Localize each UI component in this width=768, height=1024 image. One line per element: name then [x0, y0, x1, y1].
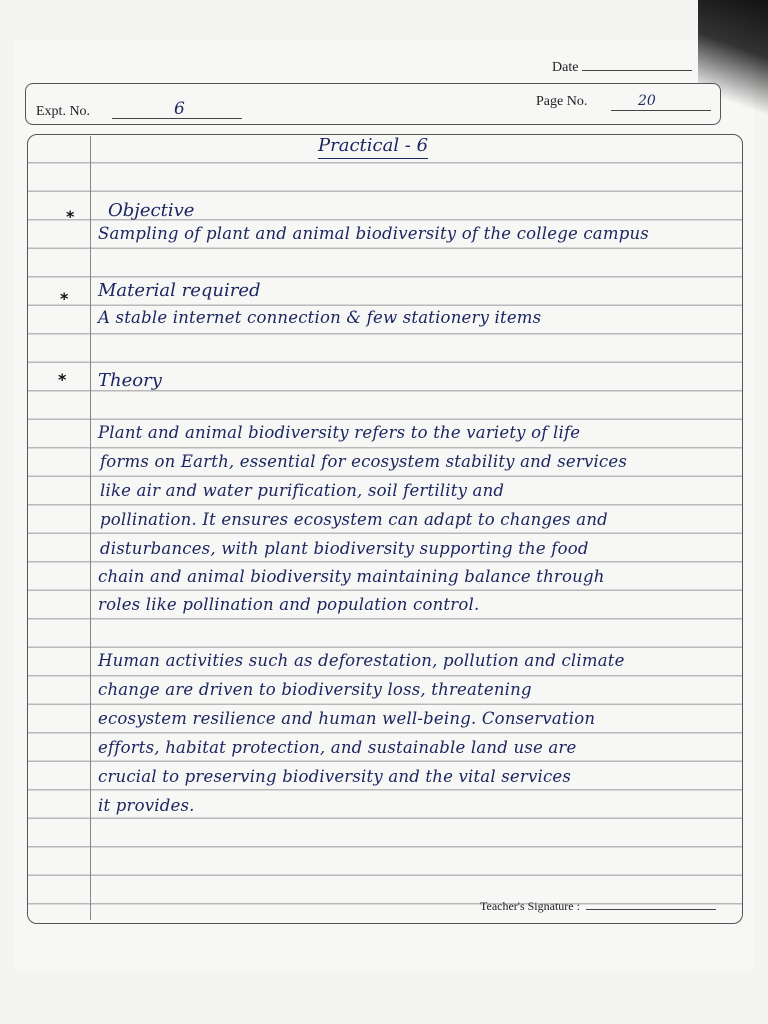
signature-blank-line — [586, 901, 716, 910]
bullet-star-material: * — [60, 289, 69, 308]
experiment-header — [25, 83, 721, 125]
margin-line — [90, 136, 91, 920]
paragraph-1-line-6: chain and animal biodiversity maintaining balance through — [98, 567, 605, 586]
date-blank-line — [582, 60, 692, 71]
paragraph-2-line-4: efforts, habitat protection, and sustainable land use are — [98, 738, 577, 757]
expt-no-label: Expt. No. — [36, 104, 91, 119]
teacher-signature-label: Teacher's Signature : — [480, 899, 580, 913]
date-field — [552, 60, 692, 76]
paragraph-1-line-7: roles like pollination and population control. — [98, 595, 480, 614]
page-no-value: 20 — [638, 93, 656, 109]
page-title: Practical - 6 — [318, 135, 428, 159]
paragraph-2-line-1: Human activities such as deforestation, pollution and climate — [98, 651, 625, 670]
date-label: Date — [552, 60, 579, 75]
objective-text: Sampling of plant and animal biodiversity of the college campus — [98, 224, 649, 243]
paragraph-2-line-6: it provides. — [98, 796, 195, 815]
heading-theory: Theory — [98, 370, 162, 391]
paragraph-1-line-3: like air and water purification, soil fertility and — [100, 481, 505, 500]
paragraph-2-line-2: change are driven to biodiversity loss, threatening — [98, 680, 532, 699]
paragraph-1-line-1: Plant and animal biodiversity refers to the variety of life — [98, 423, 581, 442]
heading-objective: Objective — [108, 200, 195, 221]
paragraph-2-line-5: crucial to preserving biodiversity and the vital services — [98, 767, 572, 786]
paragraph-1-line-4: pollination. It ensures ecosystem can adapt to changes and — [100, 510, 608, 529]
paragraph-2-line-3: ecosystem resilience and human well-being. Conservation — [98, 709, 596, 728]
page-no-label: Page No. — [536, 94, 588, 109]
teacher-signature-field — [480, 899, 716, 914]
page-no-line — [611, 110, 711, 111]
paragraph-1-line-5: disturbances, with plant biodiversity supporting the food — [100, 539, 589, 558]
paragraph-1-line-2: forms on Earth, essential for ecosystem stability and services — [100, 452, 628, 471]
expt-no-value: 6 — [174, 99, 185, 119]
heading-material-required: Material required — [98, 280, 261, 301]
bullet-star-theory: * — [58, 370, 67, 389]
bullet-star-objective: * — [66, 207, 75, 226]
material-text: A stable internet connection & few stationery items — [98, 308, 542, 327]
